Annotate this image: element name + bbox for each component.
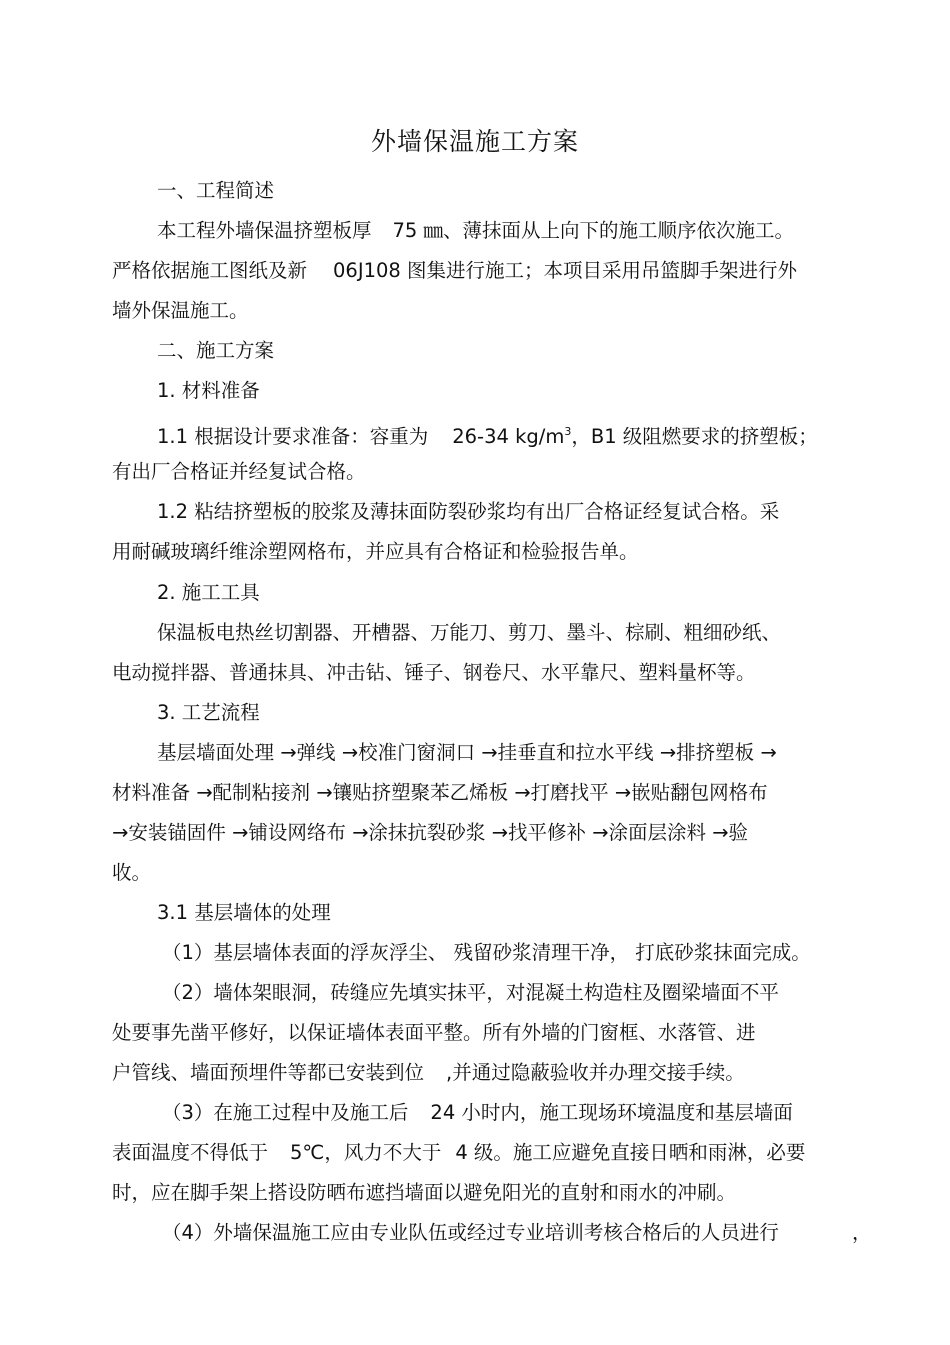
list-item [162, 1099, 793, 1127]
document-title: 外墙保温施工方案 [370, 127, 579, 156]
text-run: 75 ㎜、薄抹面从上向下的施工顺序依次施工。 [392, 219, 795, 242]
paragraph-line: 材料准备 →配制粘接剂 →镶贴挤塑聚苯乙烯板 →打磨找平 →嵌贴翻包网格布 [112, 781, 768, 804]
paragraph-line: 电动搅拌器、普通抹具、冲击钻、锤子、钢卷尺、水平靠尺、塑料量杯等。 [112, 661, 756, 684]
paragraph-line: 处要事先凿平修好，以保证墙体表面平整。所有外墙的门窗框、水落管、进 [112, 1021, 756, 1044]
text-run: （3）在施工过程中及施工后 [162, 1101, 409, 1124]
text-run: 06J108 图集进行施工；本项目采用吊篮脚手架进行外 [333, 259, 797, 282]
list-item: （2）墙体架眼洞，砖缝应先填实抹平，对混凝土构造柱及圈梁墙面不平 [162, 981, 779, 1004]
paragraph-line: 用耐碱玻璃纤维涂塑网格布，并应具有合格证和检验报告单。 [112, 540, 639, 563]
trailing-comma: ， [852, 1221, 872, 1244]
paragraph-line: 墙外保温施工。 [112, 299, 249, 322]
paragraph-line [112, 1059, 745, 1087]
paragraph-line [112, 1139, 805, 1167]
paragraph-line: 有出厂合格证并经复试合格。 [112, 460, 366, 483]
list-item: （1）基层墙体表面的浮灰浮尘、 残留砂浆清理干净， 打底砂浆抹面完成。 [162, 941, 811, 964]
section-heading-1: 一、工程简述 [157, 179, 275, 202]
paragraph-line: 1.2 粘结挤塑板的胶浆及薄抹面防裂砂浆均有出厂合格证经复试合格。采 [157, 500, 780, 523]
text-run: 本工程外墙保温挤塑板厚 [157, 219, 372, 242]
subsection-heading: 3.1 基层墙体的处理 [157, 901, 331, 924]
text-run: 4 级。施工应避免直接日晒和雨淋，必要 [455, 1141, 806, 1164]
paragraph-line [112, 257, 797, 285]
text-run: 26-34 kg/m [452, 425, 565, 448]
paragraph-line [157, 418, 818, 451]
text-run: 5℃，风力不大于 [290, 1141, 442, 1164]
paragraph-line: 基层墙面处理 →弹线 →校准门窗洞口 →挂垂直和拉水平线 →排挤塑板 → [157, 741, 777, 764]
section-heading-2: 二、施工方案 [157, 339, 275, 362]
paragraph-line: 收。 [112, 861, 152, 884]
text-run: 户管线、墙面预埋件等都已安装到位 [112, 1061, 425, 1084]
superscript: 3 [564, 425, 572, 438]
list-item: （4）外墙保温施工应由专业队伍或经过专业培训考核合格后的人员进行 [162, 1221, 779, 1244]
subsection-heading: 2. 施工工具 [157, 581, 260, 604]
paragraph-line: 时，应在脚手架上搭设防晒布遮挡墙面以避免阳光的直射和雨水的冲刷。 [112, 1181, 737, 1204]
text-run: 表面温度不得低于 [112, 1141, 269, 1164]
subsection-heading: 3. 工艺流程 [157, 701, 260, 724]
paragraph-line: →安装锚固件 →铺设网络布 →涂抹抗裂砂浆 →找平修补 →涂面层涂料 →验 [112, 821, 749, 844]
text-run: 1.1 根据设计要求准备：容重为 [157, 425, 429, 448]
paragraph-line [157, 217, 794, 245]
text-run: 24 小时内，施工现场环境温度和基层墙面 [430, 1101, 793, 1124]
text-run: ,并通过隐蔽验收并办理交接手续。 [446, 1061, 745, 1084]
paragraph-line: 保温板电热丝切割器、开槽器、万能刀、剪刀、墨斗、棕刷、粗细砂纸、 [157, 621, 782, 644]
subsection-heading: 1. 材料准备 [157, 379, 260, 402]
text-run: ，B1 级阻燃要求的挤塑板； [571, 425, 818, 448]
text-run: 严格依据施工图纸及新 [112, 259, 308, 282]
